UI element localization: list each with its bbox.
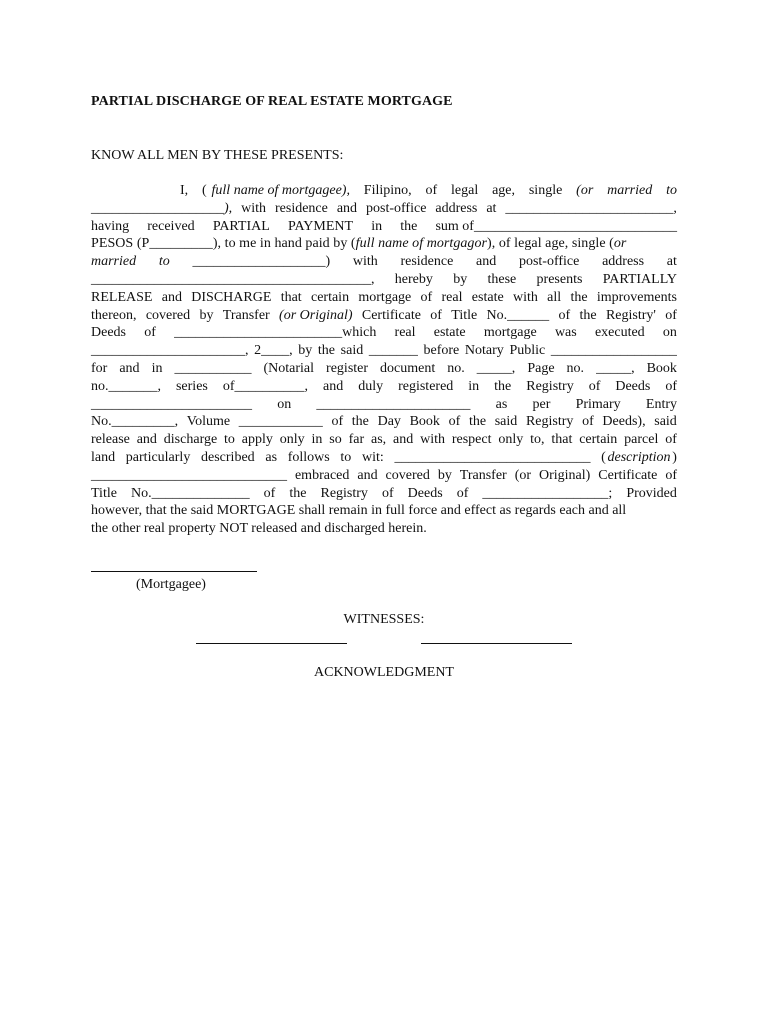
- body-word: to,: [530, 432, 545, 448]
- body-word: the: [494, 378, 512, 394]
- body-word: on: [277, 396, 292, 412]
- body-word: post-office: [518, 254, 580, 270]
- body-word: DISCHARGE: [191, 289, 272, 305]
- body-word: of: [582, 414, 594, 430]
- mortgagee-signature-line: [91, 571, 257, 572]
- body-word: ________________________________________,: [91, 271, 375, 287]
- body-text-run: full name of mortgagor: [355, 236, 488, 252]
- body-word: of: [381, 485, 394, 501]
- body-line: [91, 324, 677, 342]
- body-word: respect: [451, 432, 492, 448]
- body-word: and: [119, 360, 140, 376]
- body-word: the: [570, 289, 588, 305]
- body-word: ______________________,: [91, 343, 249, 359]
- body-word: Book: [409, 414, 440, 430]
- body-word: having: [91, 218, 130, 234]
- body-word: release: [91, 432, 130, 448]
- body-word: residence: [275, 200, 328, 216]
- body-word: ___________: [174, 360, 252, 376]
- body-line: [91, 502, 677, 520]
- body-word: covered: [145, 307, 191, 323]
- body-line: [91, 396, 677, 414]
- body-word: description: [607, 449, 671, 465]
- body-word: ______________________: [316, 396, 471, 412]
- body-word: Title: [451, 307, 478, 323]
- body-line: [91, 253, 677, 271]
- body-word: ____________: [238, 414, 323, 430]
- body-word: the: [351, 414, 369, 430]
- body-word: ____________________________: [394, 449, 591, 465]
- body-word: Page: [527, 360, 555, 376]
- body-word: before: [423, 343, 460, 359]
- body-line: [91, 271, 677, 289]
- body-word: with: [352, 254, 378, 270]
- body-word: No.______________: [130, 485, 250, 501]
- body-word: to: [340, 449, 352, 465]
- body-word: Certificate: [598, 467, 658, 483]
- body-word: Day: [377, 414, 401, 430]
- body-word: to: [666, 183, 677, 198]
- body-word: real: [441, 289, 463, 305]
- body-word: apply: [241, 432, 273, 448]
- body-word: with: [241, 200, 267, 216]
- body-word: Registry: [526, 378, 574, 394]
- body-word: Deeds),: [602, 414, 646, 430]
- body-word: of: [558, 307, 571, 323]
- body-word: Registry': [605, 307, 656, 323]
- body-word: by: [453, 271, 468, 287]
- body-word: Filipino,: [363, 183, 412, 198]
- body-word: with: [512, 289, 538, 305]
- body-word: of: [665, 307, 677, 323]
- body-word: Original): [538, 467, 591, 483]
- body-word: document: [380, 360, 436, 376]
- body-word: for: [91, 360, 108, 376]
- body-word: single: [528, 183, 563, 198]
- body-line: [91, 378, 677, 396]
- body-word: and: [393, 432, 414, 448]
- body-word: of: [263, 485, 276, 501]
- body-word: PARTIAL: [212, 218, 270, 234]
- body-word: residence: [400, 254, 454, 270]
- body-text-run: ), of legal age, single (: [487, 236, 614, 252]
- body-word: register: [326, 360, 369, 376]
- body-word: RELEASE: [91, 289, 153, 305]
- body-word: registered: [398, 378, 454, 394]
- body-word: the: [400, 218, 418, 234]
- body-word: per: [532, 396, 551, 412]
- body-word: as: [265, 449, 278, 465]
- body-word: age,: [492, 183, 516, 198]
- body-word: Primary: [575, 396, 621, 412]
- body-word: and: [161, 289, 182, 305]
- body-line: [91, 307, 677, 325]
- body-paragraph: [91, 182, 677, 538]
- body-word: said: [340, 343, 364, 359]
- body-word: only: [498, 432, 524, 448]
- body-word: the: [317, 343, 336, 359]
- body-word: and: [357, 467, 378, 483]
- body-word: _______________________: [91, 396, 252, 412]
- body-word: certain: [579, 432, 618, 448]
- body-word: ___________________),: [91, 200, 233, 216]
- body-word: legal: [451, 183, 479, 198]
- body-word: (: [601, 449, 606, 465]
- body-word: Book: [646, 360, 677, 376]
- body-line: [91, 182, 677, 200]
- body-word: of: [144, 325, 156, 341]
- body-word: address: [602, 254, 645, 270]
- body-word: of: [665, 378, 677, 394]
- body-word: ): [672, 449, 677, 465]
- body-word: at: [486, 200, 497, 216]
- body-word: embraced: [294, 467, 350, 483]
- body-word: (or Original): [279, 307, 353, 323]
- body-word: described: [201, 449, 255, 465]
- body-word: of: [588, 378, 601, 394]
- witnesses-heading: WITNESSES:: [343, 612, 425, 627]
- body-word: Deeds: [91, 325, 126, 341]
- body-word: mortgage: [358, 289, 412, 305]
- body-line: [91, 520, 677, 538]
- body-word: __________________;: [482, 485, 613, 501]
- body-line: [91, 449, 677, 467]
- body-word: PAYMENT: [287, 218, 354, 234]
- body-word: Deeds: [615, 378, 651, 394]
- body-word: and: [323, 378, 344, 394]
- body-word: (Notarial: [263, 360, 315, 376]
- body-word: by: [437, 467, 452, 483]
- body-word: married: [607, 183, 653, 198]
- body-word: as,: [370, 432, 387, 448]
- body-word: so: [329, 432, 342, 448]
- body-word: certain: [310, 289, 350, 305]
- witness-signature-line-2: [421, 643, 572, 644]
- body-word: of: [331, 414, 344, 430]
- body-word: of: [665, 432, 677, 448]
- body-word: in: [151, 360, 163, 376]
- body-word: 2____,: [254, 343, 293, 359]
- body-line: [91, 200, 677, 218]
- body-line: [91, 218, 677, 236]
- body-word: _______: [368, 343, 418, 359]
- body-word: Entry: [645, 396, 677, 412]
- body-text-run: PESOS (P_________), to me in hand paid by (: [91, 236, 356, 252]
- body-word: of__________,: [222, 378, 309, 394]
- body-word: Registry: [320, 485, 368, 501]
- body-word: parcel: [624, 432, 659, 448]
- body-word: Deeds: [407, 485, 443, 501]
- body-word: Transfer: [459, 467, 507, 483]
- body-word: Provided: [626, 485, 677, 501]
- body-word: address: [435, 200, 478, 216]
- body-word: to: [224, 432, 235, 448]
- body-word: of: [420, 289, 433, 305]
- body-word: wit:: [361, 449, 384, 465]
- body-word: by: [199, 307, 214, 323]
- body-word: only: [279, 432, 305, 448]
- body-word: the: [579, 307, 597, 323]
- body-word: follows: [287, 449, 330, 465]
- body-word: Transfer: [222, 307, 270, 323]
- body-word: all: [547, 289, 562, 305]
- witness-signature-line-1: [196, 643, 347, 644]
- body-line: [91, 485, 677, 503]
- body-line: [91, 431, 677, 449]
- body-word: hereby: [394, 271, 433, 287]
- body-word: and: [136, 432, 157, 448]
- body-word: of: [448, 414, 461, 430]
- body-word: full name of mortgagee),: [211, 183, 350, 198]
- body-word: no._______,: [91, 378, 161, 394]
- body-word: _____,: [476, 360, 516, 376]
- body-word: the: [289, 485, 307, 501]
- body-word: sum of_____________________________: [435, 218, 677, 234]
- body-word: No.______: [486, 307, 550, 323]
- body-word: the: [468, 414, 487, 430]
- document-title: PARTIAL DISCHARGE OF REAL ESTATE MORTGAGE: [91, 94, 453, 109]
- body-word: said: [654, 414, 677, 430]
- body-word: far: [348, 432, 365, 448]
- body-word: and: [476, 254, 497, 270]
- body-word: (or: [576, 183, 594, 198]
- body-word: to: [158, 254, 170, 270]
- body-word: no.: [566, 360, 585, 376]
- body-word: on: [662, 325, 677, 341]
- body-word: of: [430, 307, 442, 323]
- body-word: Registry: [525, 414, 574, 430]
- body-word: presents: [536, 271, 583, 287]
- body-word: in: [311, 432, 323, 448]
- intro-line: KNOW ALL MEN BY THESE PRESENTS:: [91, 148, 344, 163]
- body-word: married: [91, 254, 137, 270]
- body-line: [91, 235, 677, 253]
- body-word: Title: [91, 485, 117, 501]
- body-word: these: [487, 271, 517, 287]
- body-word: mortgage: [483, 325, 537, 341]
- body-word: was: [554, 325, 577, 341]
- body-line: [91, 467, 677, 485]
- body-line: [91, 413, 677, 431]
- body-word: series: [175, 378, 208, 394]
- body-word: PARTIALLY: [602, 271, 677, 287]
- body-word: I,: [180, 183, 189, 198]
- body-word: that: [280, 289, 302, 305]
- body-line: [91, 360, 677, 378]
- body-word: in: [468, 378, 480, 394]
- body-word: duly: [358, 378, 384, 394]
- body-line: [91, 289, 677, 307]
- body-word: estate: [433, 325, 466, 341]
- body-word: by: [298, 343, 313, 359]
- mortgagee-label: (Mortgagee): [136, 577, 206, 592]
- acknowledgment-heading: ACKNOWLEDGMENT: [314, 665, 454, 680]
- body-text-run: or: [613, 236, 627, 252]
- body-word: ________________________which: [174, 325, 377, 341]
- body-word: of: [665, 467, 677, 483]
- body-word: No._________,: [91, 414, 179, 430]
- body-word: real: [394, 325, 416, 341]
- body-word: ____________________________: [91, 467, 287, 483]
- body-word: improvements: [596, 289, 677, 305]
- body-text-run: however, that the said MORTGAGE shall remain in full force and effect as regards each and all: [91, 503, 627, 519]
- body-word: received: [147, 218, 195, 234]
- body-word: no.: [447, 360, 465, 376]
- body-word: at: [666, 254, 677, 270]
- body-word: with: [420, 432, 445, 448]
- body-word: in: [371, 218, 383, 234]
- body-word: Volume: [186, 414, 231, 430]
- body-line: [91, 342, 677, 360]
- body-word: (or: [514, 467, 532, 483]
- body-word: ___________________): [192, 254, 331, 270]
- body-word: Certificate: [361, 307, 421, 323]
- body-word: post-office: [366, 200, 427, 216]
- body-word: executed: [594, 325, 645, 341]
- body-word: that: [551, 432, 573, 448]
- body-word: _____,: [596, 360, 635, 376]
- body-word: Notary: [464, 343, 504, 359]
- body-word: discharge: [163, 432, 218, 448]
- body-word: thereon,: [91, 307, 137, 323]
- body-word: of: [456, 485, 469, 501]
- body-word: and: [336, 200, 358, 216]
- body-text-run: the other real property NOT released and discharged herein.: [91, 521, 427, 537]
- body-word: ________________________,: [505, 200, 677, 216]
- body-word: estate: [471, 289, 504, 305]
- body-word: of: [425, 183, 438, 198]
- body-word: covered: [385, 467, 430, 483]
- body-word: __________________: [550, 343, 677, 359]
- body-word: said: [494, 414, 518, 430]
- body-word: Public: [509, 343, 546, 359]
- body-word: as: [495, 396, 508, 412]
- body-word: land: [91, 449, 116, 465]
- body-word: (: [202, 183, 207, 198]
- body-word: particularly: [125, 449, 191, 465]
